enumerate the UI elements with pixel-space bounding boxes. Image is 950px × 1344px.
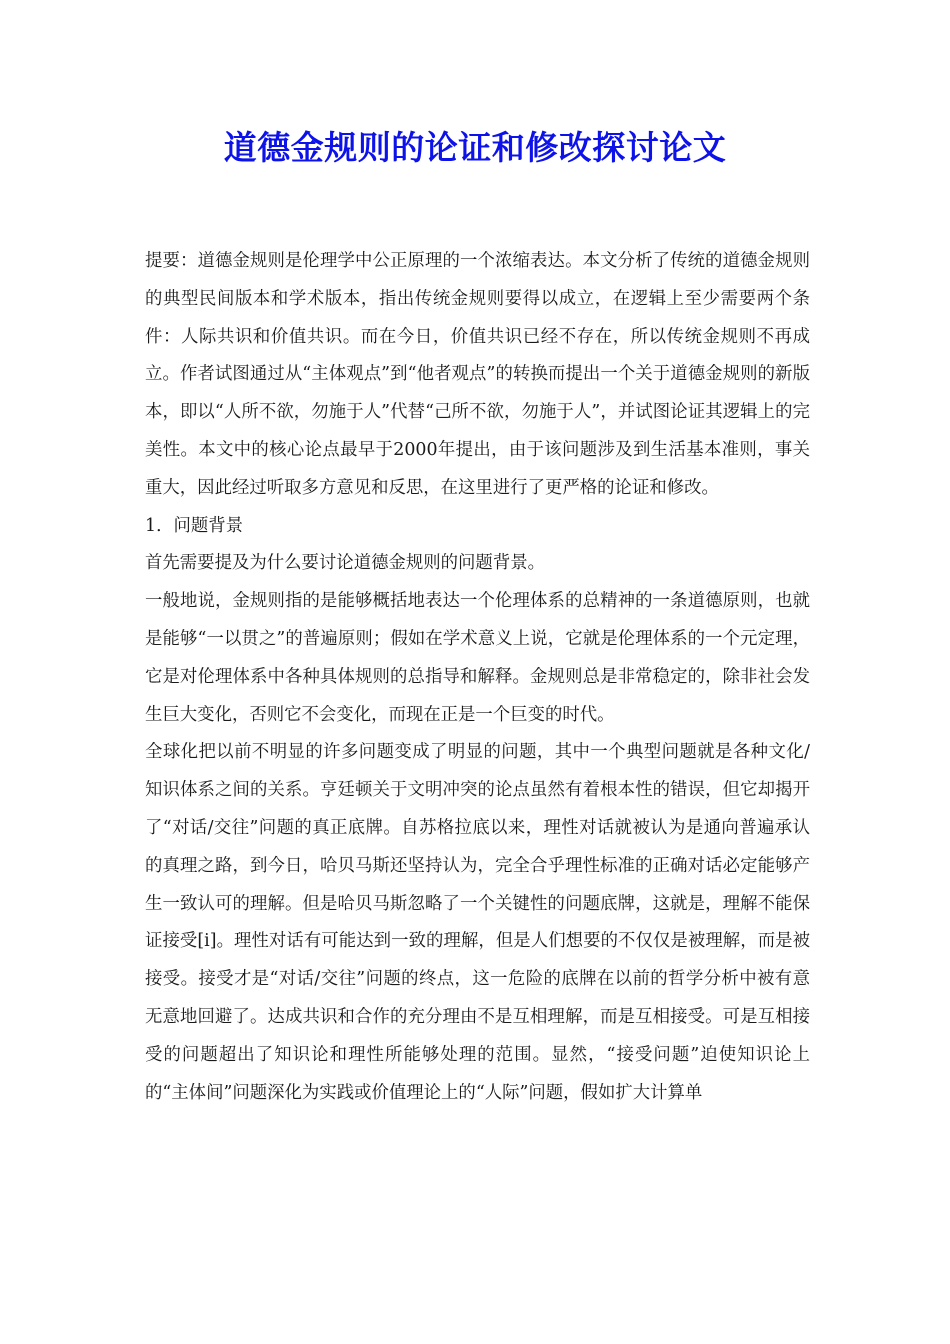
document-body (145, 243, 810, 1112)
body-paragraph: 首先需要提及为什么要讨论道德金规则的问题背景。 (145, 553, 545, 574)
abstract-paragraph: 提要：道德金规则是伦理学中公正原理的一个浓缩表达。本文分析了传统的道德金规则的典型民间版本和学术版本，指出传统金规则要得以成立，在逻辑上至少需要两个条件：人际共识和价值共识。而在今日，价值共识已经不存在，所以传统金规则不再成立。作者试图通过从“主体观点”到“他者观点”的转换而提出一个关于道德金规则的新版本，即以“人所不欲，勿施于人”代替“己所不欲，勿施于人”，并试图论证其逻辑上的完美性。本文中的核心论点最早于2000年提出，由于该问题涉及到生活基本准则，事关重大，因此经过听取多方意见和反思，在这里进行了更严格的论证和修改。 (145, 251, 810, 498)
document-title: 道德金规则的论证和修改探讨论文 (223, 128, 727, 167)
section-heading: 1．问题背景 (145, 515, 244, 536)
body-paragraph: 一般地说，金规则指的是能够概括地表达一个伦理体系的总精神的一条道德原则，也就是能够“一以贯之”的普遍原则；假如在学术意义上说，它就是伦理体系的一个元定理，它是对伦理体系中各种具体规则的总指导和解释。金规则总是非常稳定的，除非社会发生巨大变化，否则它不会变化，而现在正是一个巨变的时代。 (145, 591, 810, 725)
body-paragraph: 全球化把以前不明显的许多问题变成了明显的问题，其中一个典型问题就是各种文化/知识体系之间的关系。亨廷顿关于文明冲突的论点虽然有着根本性的错误，但它却揭开了“对话/交往”问题的真正底牌。自苏格拉底以来，理性对话就被认为是通向普遍承认的真理之路，到今日，哈贝马斯还坚持认为，完全合乎理性标准的正确对话必定能够产生一致认可的理解。但是哈贝马斯忽略了一个关键性的问题底牌，这就是，理解不能保证接受[i]。理性对话有可能达到一致的理解，但是人们想要的不仅仅是被理解，而是被接受。接受才是“对话/交往”问题的终点，这一危险的底牌在以前的哲学分析中被有意无意地回避了。达成共识和合作的充分理由不是互相理解，而是互相接受。可是互相接受的问题超出了知识论和理性所能够处理的范围。显然，“接受问题”迫使知识论上的“主体间”问题深化为实践或价值理论上的“人际”问题，假如扩大计算单 (145, 742, 810, 1103)
